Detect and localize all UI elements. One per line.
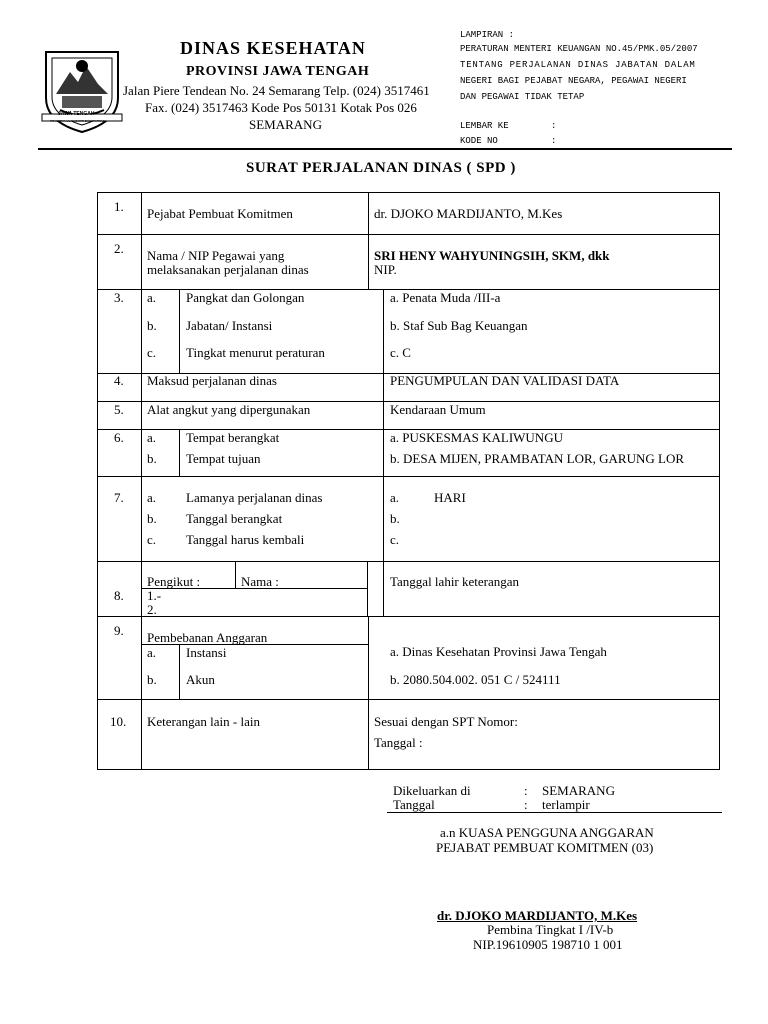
row-6-b-marker: b. [147, 451, 157, 466]
row-divider [97, 616, 720, 617]
row-3-label-b: Jabatan/ Instansi [186, 318, 273, 333]
row-4-number: 4. [114, 373, 124, 388]
number-column-divider [141, 192, 142, 770]
row-9-label-a: Instansi [186, 645, 227, 660]
sub-column-divider [235, 561, 236, 589]
signatory-rank: Pembina Tingkat I /IV-b [487, 922, 614, 937]
issued-place-label: Dikeluarkan di [393, 783, 471, 798]
address-line-1: Jalan Piere Tendean No. 24 Semarang Telp. (024) 3517461 [123, 83, 430, 98]
province-name: PROVINSI JAWA TENGAH [186, 64, 370, 79]
row-6-label-a: Tempat berangkat [186, 430, 280, 445]
row-9-a-marker: a. [147, 645, 157, 660]
issued-date-colon: : [524, 797, 528, 812]
row-1-label: Pejabat Pembuat Komitmen [147, 206, 293, 221]
code-number-colon: : [551, 136, 557, 146]
value-column-divider [368, 616, 369, 770]
sub-column-divider [179, 644, 180, 700]
row-8-follower-2: 2. [147, 602, 157, 617]
row-7-label-c: Tanggal harus kembali [186, 532, 305, 547]
table-border-left [97, 192, 98, 770]
row-3-a-marker: a. [147, 290, 157, 305]
row-8-number: 8. [114, 588, 124, 603]
value-column-divider [383, 289, 384, 617]
issued-place-value: SEMARANG [542, 783, 615, 798]
signature-line-2: PEJABAT PEMBUAT KOMITMEN (03) [436, 840, 654, 855]
row-7-value-b: b. [390, 511, 400, 526]
issued-place-colon: : [524, 783, 528, 798]
row-6-value-a: a. PUSKESMAS KALIWUNGU [390, 430, 563, 445]
row-3-label-c: Tingkat menurut peraturan [186, 345, 325, 360]
row-divider [97, 561, 720, 562]
row-7-c-marker: c. [147, 532, 157, 547]
row-9-value-b: b. 2080.504.002. 051 C / 524111 [390, 672, 561, 687]
row-7-value-a-unit: HARI [434, 490, 466, 505]
attachment-line-1: PERATURAN MENTERI KEUANGAN NO.45/PMK.05/2007 [460, 44, 698, 54]
row-2-label-1: Nama / NIP Pegawai yang [147, 248, 285, 263]
row-7-a-marker: a. [147, 490, 157, 505]
signature-line-1: a.n KUASA PENGGUNA ANGGARAN [440, 825, 654, 840]
code-number-label: KODE NO [460, 136, 498, 146]
row-8-value: Tanggal lahir keterangan [390, 574, 520, 589]
row-3-value-b: b. Staf Sub Bag Keuangan [390, 318, 528, 333]
row-10-value-2: Tanggal : [374, 735, 423, 750]
sheet-number-label: LEMBAR KE [460, 121, 509, 131]
issued-date-label: Tanggal [393, 797, 435, 812]
table-border-top [97, 192, 720, 193]
row-3-value-c: c. C [390, 345, 411, 360]
row-2-nip: NIP. [374, 262, 397, 277]
row-9-label-b: Akun [186, 672, 215, 687]
row-9-label: Pembebanan Anggaran [147, 630, 268, 645]
attachment-line-3: NEGERI BAGI PEJABAT NEGARA, PEGAWAI NEGERI [460, 76, 687, 86]
sub-column-divider [179, 429, 180, 476]
logo-motto: PRASETYA ULAH SAKTI BHAKTI PRAJA [50, 119, 107, 123]
row-6-value-b: b. DESA MIJEN, PRAMBATAN LOR, GARUNG LOR [390, 451, 685, 466]
issued-rule [387, 812, 722, 813]
row-7-label-b: Tanggal berangkat [186, 511, 283, 526]
row-5-number: 5. [114, 402, 124, 417]
row-7-value-c: c. [390, 532, 400, 547]
row-divider [97, 476, 720, 477]
attachment-line-2: TENTANG PERJALANAN DINAS JABATAN DALAM [460, 60, 696, 70]
row-2-number: 2. [114, 241, 124, 256]
row-1-value: dr. DJOKO MARDIJANTO, M.Kes [374, 206, 563, 221]
agency-name: DINAS KESEHATAN [180, 38, 366, 58]
sheet-number-colon: : [551, 121, 557, 131]
row-2-label-2: melaksanakan perjalanan dinas [147, 262, 309, 277]
row-7-value-a: a. [390, 490, 400, 505]
row-3-c-marker: c. [147, 345, 157, 360]
row-divider [97, 234, 720, 235]
row-2-employee-name: SRI HENY WAHYUNINGSIH, SKM, dkk [374, 248, 610, 263]
row-divider [97, 699, 720, 700]
signatory-nip: NIP.19610905 198710 1 001 [473, 937, 623, 952]
row-7-number: 7. [114, 490, 124, 505]
row-4-label: Maksud perjalanan dinas [147, 373, 277, 388]
document-title: SURAT PERJALANAN DINAS ( SPD ) [246, 160, 516, 176]
row-10-value-1: Sesuai dengan SPT Nomor: [374, 714, 518, 729]
address-line-2: Fax. (024) 3517463 Kode Pos 50131 Kotak Pos 026 [145, 100, 417, 115]
city-name: SEMARANG [249, 117, 322, 132]
attachment-label: LAMPIRAN : [460, 30, 515, 40]
attachment-line-4: DAN PEGAWAI TIDAK TETAP [460, 92, 585, 102]
table-border-bottom [97, 769, 720, 770]
row-3-b-marker: b. [147, 318, 157, 333]
row-5-value: Kendaraan Umum [390, 402, 486, 417]
row-8-follower-1: 1.- [147, 588, 162, 603]
row-3-label-a: Pangkat dan Golongan [186, 290, 305, 305]
value-column-divider [368, 192, 369, 290]
issued-date-value: terlampir [542, 797, 590, 812]
row-5-label: Alat angkut yang dipergunakan [147, 402, 311, 417]
row-6-number: 6. [114, 430, 124, 445]
row-9-b-marker: b. [147, 672, 157, 687]
row-9-value-a: a. Dinas Kesehatan Provinsi Jawa Tengah [390, 644, 607, 659]
row-8-label: Pengikut : [147, 574, 201, 589]
table-border-right [719, 192, 720, 770]
row-8-name-label: Nama : [241, 574, 279, 589]
row-4-value: PENGUMPULAN DAN VALIDASI DATA [390, 373, 620, 388]
row-6-a-marker: a. [147, 430, 157, 445]
letterhead-rule [38, 148, 732, 150]
row-3-value-a: a. Penata Muda /III-a [390, 290, 501, 305]
sub-column-divider [179, 289, 180, 373]
row-7-b-marker: b. [147, 511, 157, 526]
row-1-number: 1. [114, 199, 124, 214]
sub-column-divider [367, 561, 368, 616]
row-3-number: 3. [114, 290, 124, 305]
signatory-name: dr. DJOKO MARDIJANTO, M.Kes [437, 908, 638, 923]
row-7-label-a: Lamanya perjalanan dinas [186, 490, 323, 505]
row-10-number: 10. [110, 714, 127, 729]
logo-label: JAWA TENGAH [58, 111, 95, 117]
row-6-label-b: Tempat tujuan [186, 451, 261, 466]
row-10-label: Keterangan lain - lain [147, 714, 260, 729]
row-9-number: 9. [114, 623, 124, 638]
